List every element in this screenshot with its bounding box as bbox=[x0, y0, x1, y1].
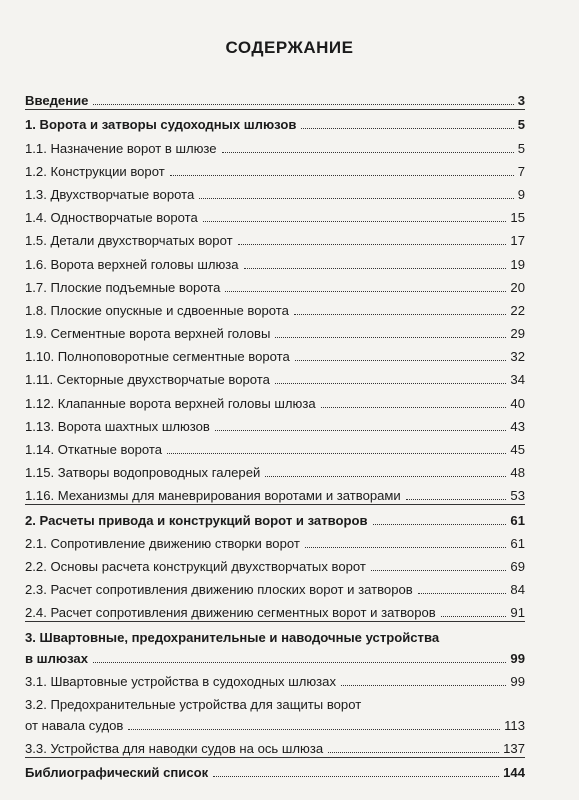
toc-label: 1.2. Конструкции ворот bbox=[25, 163, 165, 179]
dot-leader bbox=[238, 244, 507, 245]
toc-entry bbox=[25, 203, 525, 226]
toc-page: 22 bbox=[510, 302, 525, 318]
toc-label: 1.12. Клапанные ворота верхней головы шлюза bbox=[25, 395, 316, 411]
toc-page: 48 bbox=[510, 465, 525, 481]
toc-page: 91 bbox=[510, 605, 525, 621]
dot-leader bbox=[167, 453, 506, 454]
toc-entry bbox=[25, 734, 525, 757]
toc-entry bbox=[25, 273, 525, 296]
toc-entry bbox=[25, 388, 525, 411]
toc-page: 69 bbox=[510, 558, 525, 574]
dot-leader bbox=[373, 524, 507, 525]
dot-leader bbox=[406, 499, 507, 500]
dot-leader bbox=[222, 152, 514, 153]
dot-leader bbox=[275, 337, 506, 338]
dot-leader bbox=[265, 476, 506, 477]
toc-label: 1.11. Секторные двухстворчатые ворота bbox=[25, 372, 270, 388]
toc-entry bbox=[25, 412, 525, 435]
toc-page: 84 bbox=[510, 582, 525, 598]
toc-entry bbox=[25, 504, 525, 528]
toc-label: 2. Расчеты привода и конструкций ворот и затворов bbox=[25, 512, 368, 528]
toc-entry bbox=[25, 435, 525, 458]
toc-entry bbox=[25, 646, 525, 667]
toc-page: 137 bbox=[503, 741, 525, 757]
dot-leader bbox=[213, 776, 499, 777]
dot-leader bbox=[418, 593, 507, 594]
toc-entry bbox=[25, 296, 525, 319]
toc-label: 1.5. Детали двухстворчатых ворот bbox=[25, 233, 233, 249]
dot-leader bbox=[371, 570, 507, 571]
dot-leader bbox=[203, 221, 507, 222]
toc-page: 17 bbox=[510, 233, 525, 249]
toc-page: 99 bbox=[510, 673, 525, 689]
toc-page: 43 bbox=[510, 418, 525, 434]
toc-label: 3.1. Швартовные устройства в судоходных шлюзах bbox=[25, 673, 336, 689]
toc-label: Введение bbox=[25, 93, 89, 109]
dot-leader bbox=[301, 128, 513, 129]
toc-label: 3.2. Предохранительные устройства для защиты ворот bbox=[25, 696, 362, 712]
toc-entry bbox=[25, 481, 525, 504]
toc-page: 7 bbox=[517, 163, 525, 179]
dot-leader bbox=[275, 383, 507, 384]
dot-leader bbox=[295, 360, 507, 361]
dot-leader bbox=[441, 616, 507, 617]
toc-page: 29 bbox=[510, 326, 525, 342]
toc-page: 61 bbox=[510, 512, 525, 528]
toc-entry bbox=[25, 529, 525, 552]
toc-entry bbox=[25, 342, 525, 365]
toc-page: 9 bbox=[517, 186, 525, 202]
toc-entry bbox=[25, 157, 525, 180]
toc-page: 34 bbox=[510, 372, 525, 388]
toc-page: 53 bbox=[510, 488, 525, 504]
toc-label: 1.14. Откатные ворота bbox=[25, 442, 163, 457]
toc-label: 1.8. Плоские опускные и сдвоенные ворота bbox=[25, 302, 289, 318]
toc-label: 1.4. Одностворчатые ворота bbox=[25, 210, 198, 226]
toc-page: 45 bbox=[510, 442, 525, 457]
dot-leader bbox=[215, 430, 507, 431]
dot-leader bbox=[341, 685, 506, 686]
dot-leader bbox=[244, 268, 507, 269]
toc-entry bbox=[25, 598, 525, 621]
toc-label: Библиографический список bbox=[25, 765, 209, 781]
toc-page: 61 bbox=[510, 535, 525, 551]
page-title: СОДЕРЖАНИЕ bbox=[225, 38, 354, 57]
toc-entry bbox=[25, 621, 525, 645]
toc-page: 20 bbox=[510, 279, 525, 295]
toc-label: 3.3. Устройства для наводки судов на ось шлюза bbox=[25, 741, 324, 757]
toc-page: 15 bbox=[510, 210, 525, 226]
dot-leader bbox=[170, 175, 514, 176]
toc-label: 2.4. Расчет сопротивления движению сегментных ворот и затворов bbox=[25, 605, 436, 621]
dot-leader bbox=[93, 104, 513, 105]
dot-leader bbox=[321, 407, 507, 408]
toc-label: 1.16. Механизмы для маневрирования воротами и затворами bbox=[25, 488, 401, 504]
toc-entry bbox=[25, 319, 525, 342]
toc-page: 40 bbox=[510, 395, 525, 411]
toc-label: от навала судов bbox=[25, 717, 124, 733]
toc-label: 1. Ворота и затворы судоходных шлюзов bbox=[25, 117, 297, 133]
dot-leader bbox=[128, 729, 500, 730]
dot-leader bbox=[93, 662, 506, 663]
toc-label: 1.9. Сегментные ворота верхней головы bbox=[25, 326, 271, 342]
toc-label: 2.2. Основы расчета конструкций двухстворчатых ворот bbox=[25, 558, 366, 574]
toc-page: 5 bbox=[517, 140, 525, 156]
toc-label: 2.3. Расчет сопротивления движению плоских ворот и затворов bbox=[25, 582, 413, 598]
toc-label: в шлюзах bbox=[25, 650, 89, 666]
dot-leader bbox=[294, 314, 507, 315]
toc-label: 3. Швартовные, предохранительные и наводочные устройства bbox=[25, 629, 440, 645]
toc-label: 1.15. Затворы водопроводных галерей bbox=[25, 465, 261, 481]
toc-label: 2.1. Сопротивление движению створки ворот bbox=[25, 535, 300, 551]
toc-entry bbox=[25, 109, 525, 133]
dot-leader bbox=[328, 752, 499, 753]
toc-page: 113 bbox=[504, 717, 525, 733]
toc-entry bbox=[25, 690, 525, 713]
toc-entry bbox=[25, 757, 525, 781]
toc-page: 19 bbox=[510, 256, 525, 272]
toc-entry bbox=[25, 552, 525, 575]
toc-label: 1.13. Ворота шахтных шлюзов bbox=[25, 418, 210, 434]
toc-entry bbox=[25, 180, 525, 203]
dot-leader bbox=[305, 547, 507, 548]
toc-page: 99 bbox=[510, 650, 525, 666]
toc-entry bbox=[25, 713, 525, 734]
toc-entry bbox=[25, 86, 525, 109]
toc-label: 1.1. Назначение ворот в шлюзе bbox=[25, 140, 217, 156]
toc-page: 3 bbox=[517, 93, 525, 109]
toc-page: 5 bbox=[517, 117, 525, 133]
toc-page: 32 bbox=[510, 349, 525, 365]
toc-page: 144 bbox=[503, 765, 525, 781]
dot-leader bbox=[225, 291, 506, 292]
table-of-contents bbox=[25, 86, 525, 781]
toc-label: 1.7. Плоские подъемные ворота bbox=[25, 279, 221, 295]
toc-label: 1.3. Двухстворчатые ворота bbox=[25, 186, 195, 202]
toc-entry bbox=[25, 226, 525, 249]
toc-entry bbox=[25, 667, 525, 690]
toc-label: 1.6. Ворота верхней головы шлюза bbox=[25, 256, 239, 272]
toc-label: 1.10. Полноповоротные сегментные ворота bbox=[25, 349, 290, 365]
toc-entry bbox=[25, 458, 525, 481]
toc-entry bbox=[25, 365, 525, 388]
toc-entry bbox=[25, 249, 525, 272]
toc-entry bbox=[25, 575, 525, 598]
toc-entry bbox=[25, 133, 525, 156]
dot-leader bbox=[199, 198, 513, 199]
